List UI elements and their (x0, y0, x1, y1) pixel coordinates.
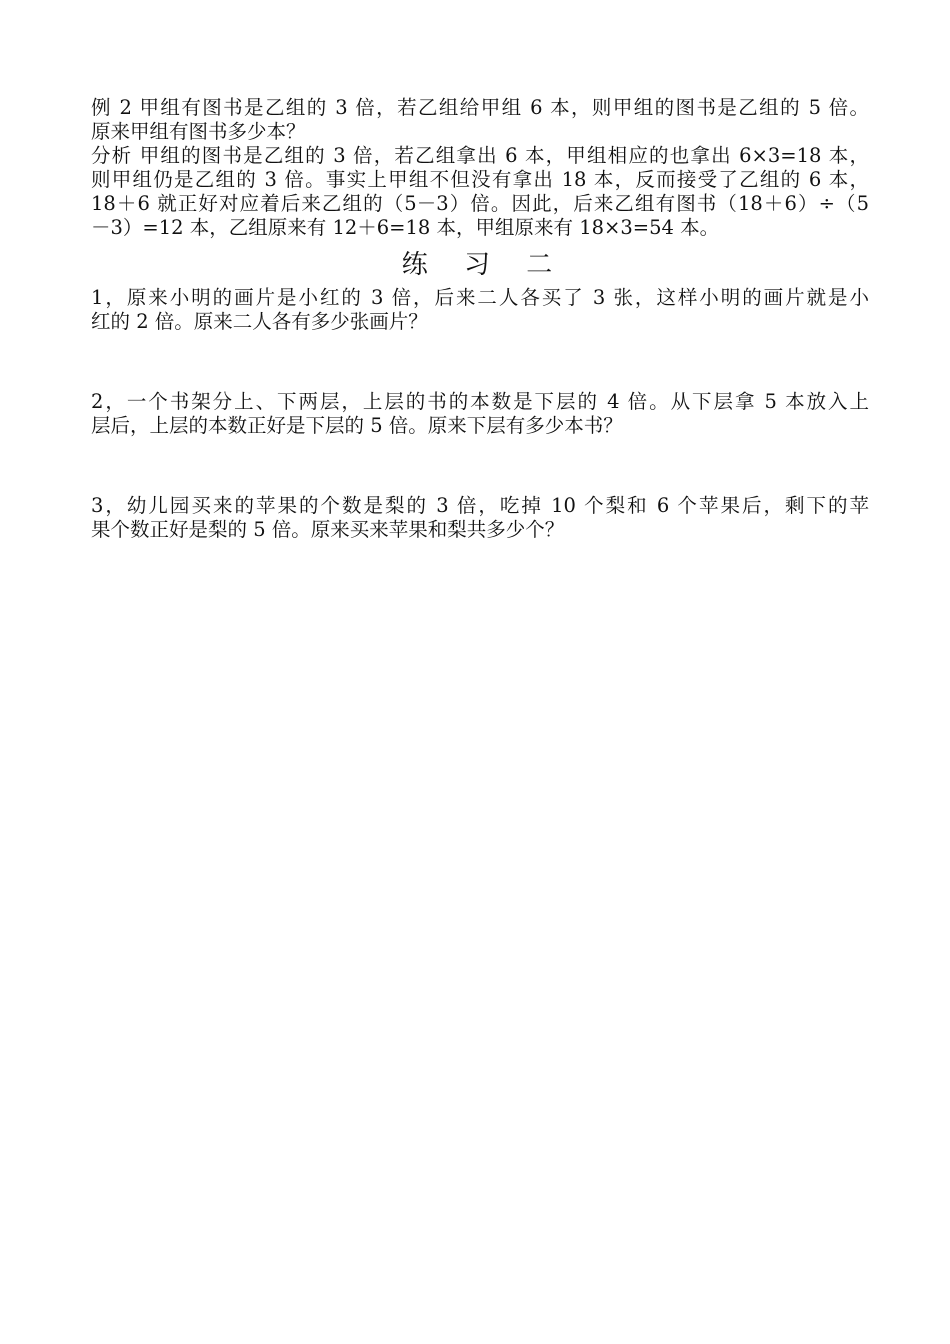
exercise-line: 红的 2 倍。原来二人各有多少张画片？ (91, 310, 428, 333)
analysis-line: 则甲组仍是乙组的 3 倍。事实上甲组不但没有拿出 18 本，反而接受了乙组的 6 本， (91, 168, 869, 191)
analysis-line: －3）=12 本，乙组原来有 12＋6=18 本，甲组原来有 18×3=54 本。 (91, 216, 720, 239)
analysis-line: 分析 甲组的图书是乙组的 3 倍，若乙组拿出 6 本，甲组相应的也拿出 6×3=18 本， (91, 144, 869, 167)
analysis-line: 18＋6 就正好对应着后来乙组的（5－3）倍。因此，后来乙组有图书（18＋6）÷（5 (91, 192, 869, 215)
section-title: 练 习 二 (401, 250, 567, 280)
exercise-line: 3，幼儿园买来的苹果的个数是梨的 3 倍，吃掉 10 个梨和 6 个苹果后，剩下的苹 (91, 494, 869, 517)
analysis (91, 144, 869, 240)
exercise-line: 层后，上层的本数正好是下层的 5 倍。原来下层有多少本书？ (91, 414, 623, 437)
example-line: 原来甲组有图书多少本？ (91, 120, 306, 143)
example-2 (91, 96, 869, 144)
exercise-2 (91, 390, 869, 438)
exercise-line: 2，一个书架分上、下两层，上层的书的本数是下层的 4 倍。从下层拿 5 本放入上 (91, 390, 869, 413)
exercise-line: 果个数正好是梨的 5 倍。原来买来苹果和梨共多少个？ (91, 518, 565, 541)
example-line: 例 2 甲组有图书是乙组的 3 倍，若乙组给甲组 6 本，则甲组的图书是乙组的 5 倍。 (91, 96, 869, 119)
exercise-1 (91, 286, 869, 334)
document-page (91, 96, 869, 542)
exercise-3 (91, 494, 869, 542)
exercise-line: 1，原来小明的画片是小红的 3 倍，后来二人各买了 3 张，这样小明的画片就是小 (91, 286, 869, 309)
